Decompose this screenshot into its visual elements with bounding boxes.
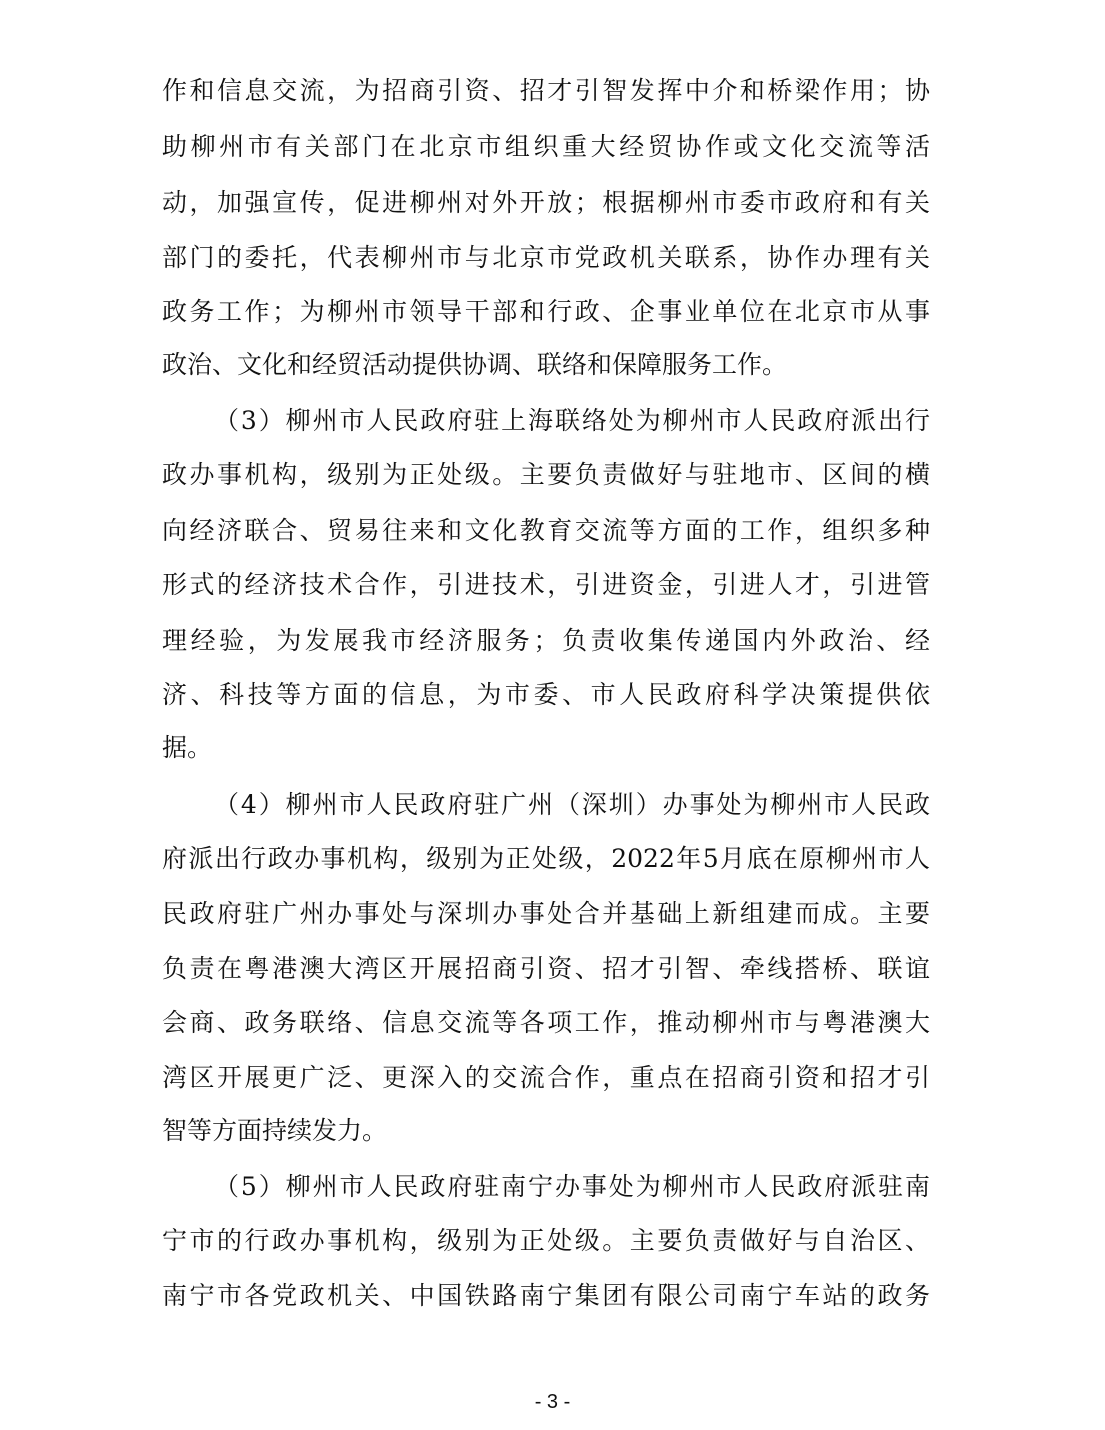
text-line-11: 理经验，为发展我市经济服务；负责收集传递国内外政治、经 (162, 626, 930, 655)
text-line-23: 南宁市各党政机关、中国铁路南宁集团有限公司南宁车站的政务 (162, 1281, 930, 1310)
text-line-3: 动，加强宣传，促进柳州对外开放；根据柳州市委市政府和有关 (162, 188, 930, 217)
text-line-20: 智等方面持续发力。 (162, 1116, 388, 1145)
text-line-22: 宁市的行政办事机构，级别为正处级。主要负责做好与自治区、 (162, 1226, 930, 1255)
text-line-9: 向经济联合、贸易往来和文化教育交流等方面的工作，组织多种 (162, 516, 930, 545)
text-line-21: （5）柳州市人民政府驻南宁办事处为柳州市人民政府派驻南 (214, 1172, 930, 1201)
text-line-12: 济、科技等方面的信息，为市委、市人民政府科学决策提供依 (162, 680, 930, 709)
text-line-2: 助柳州市有关部门在北京市组织重大经贸协作或文化交流等活 (162, 132, 930, 161)
text-line-13: 据。 (162, 733, 213, 762)
text-line-16: 民政府驻广州办事处与深圳办事处合并基础上新组建而成。主要 (162, 899, 930, 928)
text-line-15: 府派出行政办事机构，级别为正处级，2022年5月底在原柳州市人 (162, 844, 930, 873)
text-line-4: 部门的委托，代表柳州市与北京市党政机关联系，协作办理有关 (162, 243, 930, 272)
text-line-6: 政治、文化和经贸活动提供协调、联络和保障服务工作。 (162, 350, 788, 379)
text-line-19: 湾区开展更广泛、更深入的交流合作，重点在招商引资和招才引 (162, 1063, 930, 1092)
text-line-8: 政办事机构，级别为正处级。主要负责做好与驻地市、区间的横 (162, 460, 930, 489)
text-line-14: （4）柳州市人民政府驻广州（深圳）办事处为柳州市人民政 (214, 790, 930, 819)
text-line-10: 形式的经济技术合作，引进技术，引进资金，引进人才，引进管 (162, 570, 930, 599)
text-line-18: 会商、政务联络、信息交流等各项工作，推动柳州市与粤港澳大 (162, 1008, 930, 1037)
page-number: - 3 - (534, 1391, 571, 1413)
text-line-1: 作和信息交流，为招商引资、招才引智发挥中介和桥梁作用；协 (162, 76, 930, 105)
text-line-7: （3）柳州市人民政府驻上海联络处为柳州市人民政府派出行 (214, 406, 930, 435)
text-line-17: 负责在粤港澳大湾区开展招商引资、招才引智、牵线搭桥、联谊 (162, 954, 930, 983)
text-line-5: 政务工作；为柳州市领导干部和行政、企事业单位在北京市从事 (162, 297, 930, 326)
